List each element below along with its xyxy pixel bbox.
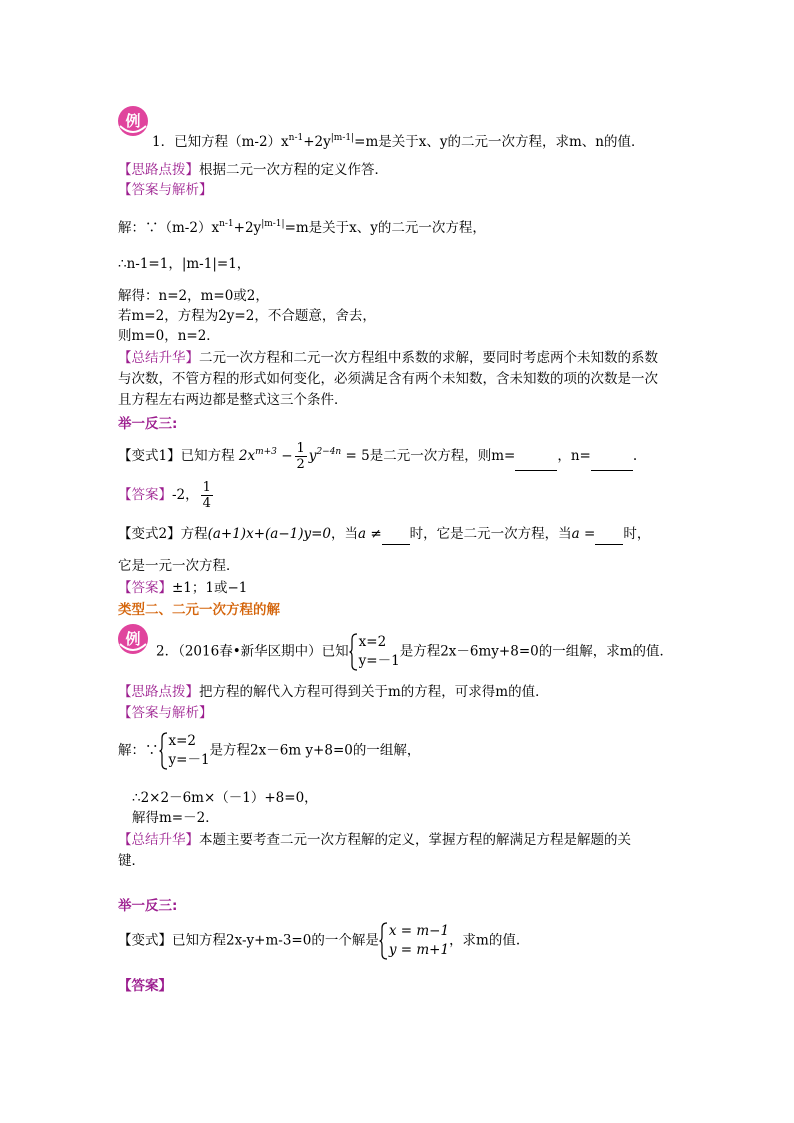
answer-1: 【答案】-2， $\frac{1}{4}$ — [118, 480, 211, 511]
badge-char: 例 — [125, 112, 141, 130]
hint-1: 【思路点拨】根据二元一次方程的定义作答． — [118, 162, 388, 178]
answer-analysis-tag-2: 【答案与解析】 — [118, 705, 213, 721]
solution-1-line-5: 则m=0，n=2． — [118, 328, 220, 344]
solution-1-line-3: 解得：n=2，m=0或2， — [118, 288, 269, 304]
solution-1-line-1: 解：$\because(m-2)x^{n-1}+2y^{|m-1|}=m$是关于x、y的二元一次方程， — [118, 219, 486, 236]
variant-2-line-2: 它是一元一次方程． — [118, 558, 240, 574]
type-2-heading: 类型二、二元一次方程的解 — [118, 602, 280, 618]
hint-tag: 【思路点拨】 — [118, 162, 199, 178]
summary-2-line-1: 【总结升华】本题主要考查二元一次方程解的定义，掌握方程的解满足方程是解题的关 — [118, 832, 631, 848]
practice-heading-1: 举一反三: — [118, 416, 178, 432]
practice-heading-2: 举一反三: — [118, 898, 178, 914]
solution-1-line-2: ∴n-1=1，|m-1|=1， — [118, 256, 251, 272]
equation-system: x=2 y=－1 — [349, 633, 400, 671]
answer-analysis-tag-1: 【答案与解析】 — [118, 182, 213, 198]
variant-1: 【变式1】已知方程 $2x^{m+3}$ − $\frac{1}{2}$ $y^{2-4n} = 5$是二元一次方程，则m= ，n= . — [118, 441, 638, 472]
variant-3: 【变式】已知方程2x-y+m-3=0的一个解是 x = m−1 y = m+1 ，求m的值. — [118, 923, 521, 958]
example-badge-icon — [116, 104, 150, 138]
solution-1-line-4: 若m=2，方程为2y=2，不合题意，舍去， — [118, 308, 376, 324]
variant-2: 【变式2】方程(a+1)x+(a−1)y=0，当a ≠ 时，它是二元一次方程，当a = 时， — [118, 524, 650, 545]
answer-2: 【答案】±1；1或−1 — [118, 580, 248, 596]
solution-2-line-2: ∴2×2－6m×（－1）+8=0， — [132, 790, 318, 806]
summary-1-line-1: 【总结升华】二元一次方程和二元一次方程组中系数的求解，要同时考虑两个未知数的系数 — [118, 350, 658, 366]
svg-text:例: 例 — [125, 630, 141, 648]
equation-system: x=2 y=－1 — [159, 732, 210, 770]
summary-1-line-2: 与次数，不管方程的形式如何变化，必须满足含有两个未知数，含未知数的项的次数是一次 — [118, 371, 658, 387]
summary-2-line-2: 键． — [118, 853, 145, 869]
example-badge-icon — [116, 622, 150, 656]
solution-2-line-3: 解得m=－2． — [132, 810, 219, 826]
summary-1-line-3: 且方程左右两边都是整式这三个条件． — [118, 392, 348, 408]
example-1-question: 1．已知方程$(m-2)x^{n-1}+2y^{|m-1|}=m$是关于x、y的二元一次方程，求m、n的值． — [152, 133, 645, 150]
answer-3-tag: 【答案】 — [118, 978, 172, 994]
solution-2-line-1: 解：∵ x=2 y=－1 是方程2x－6m y+8=0的一组解， — [118, 733, 421, 768]
hint-2: 【思路点拨】把方程的解代入方程可得到关于m的方程，可求得m的值． — [118, 684, 549, 700]
equation-system: x = m−1 y = m+1 — [379, 922, 449, 960]
example-2-question: 2．（2016春•新华区期中）已知 x=2 y=－1 是方程2x－6my+8=0的一组解，求m的值． — [156, 634, 674, 669]
